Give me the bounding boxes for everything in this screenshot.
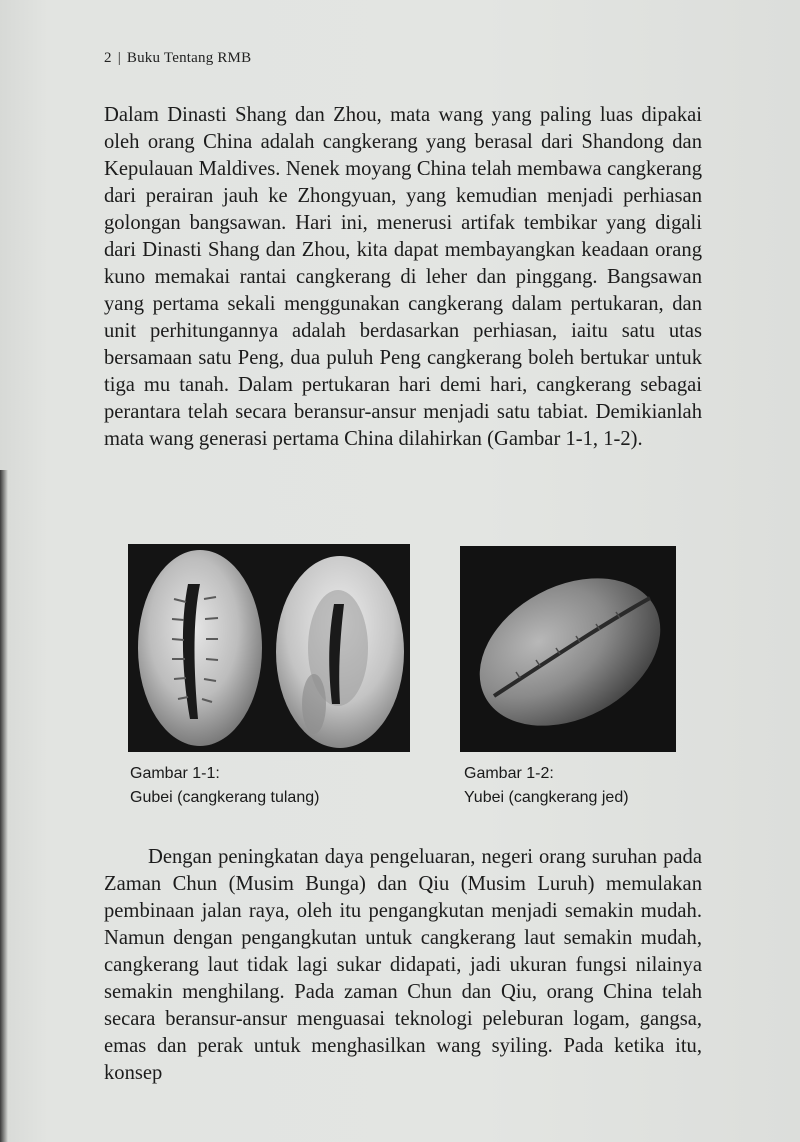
figure-1-2-caption bbox=[464, 762, 629, 810]
paragraph-1: Dalam Dinasti Shang dan Zhou, mata wang yang paling luas dipakai oleh orang China adalah cangkerang yang berasal dari Shandong dan Kepulauan Maldives. Nenek moyang China telah membawa cangkerang dari perairan jauh ke Zhongyuan, yang kemudian menjadi perhiasan golongan bangsawan. Hari ini, menerusi artifak tembikar yang digali dari Dinasti Shang dan Zhou, kita dapat membayangkan keadaan orang kuno memakai rantai cangkerang di leher dan pinggang. Bangsawan yang pertama sekali menggunakan cangkerang dalam pertukaran, dan unit perhitungannya adalah berdasarkan perhiasan, iaitu satu utas bersamaan satu Peng, dua puluh Peng cangkerang boleh bertukar untuk tiga mu tanah. Dalam pertukaran hari demi hari, cangkerang sebagai perantara telah secara beransur-ansur menjadi satu tabiat. Demikianlah mata wang generasi pertama China dilahirkan (Gambar 1-1, 1-2). bbox=[104, 104, 702, 450]
header-separator: | bbox=[117, 50, 121, 66]
figure-1-2 bbox=[460, 546, 676, 752]
figure-1-1 bbox=[128, 544, 410, 752]
caption-text: Yubei (cangkerang jed) bbox=[464, 789, 629, 806]
caption-text: Gubei (cangkerang tulang) bbox=[130, 789, 320, 806]
book-title: Buku Tentang RMB bbox=[126, 50, 252, 66]
jade-cowrie-photo-icon bbox=[460, 546, 676, 752]
figure-1-1-caption bbox=[130, 762, 319, 810]
page-edge-shadow bbox=[0, 470, 8, 1142]
caption-label: Gambar 1-2: bbox=[464, 765, 554, 782]
running-header bbox=[104, 50, 251, 67]
paragraph-2: Dengan peningkatan daya pengeluaran, negeri orang suruhan pada Zaman Chun (Musim Bunga) dan Qiu (Musim Luruh) memulakan pembinaan jalan raya, oleh itu pengangkutan menjadi semakin mudah. Namun dengan pengangkutan untuk cangkerang laut semakin mudah, cangkerang laut tidak lagi sukar didapati, jadi ukuran fungsi nilainya semakin menghilang. Pada zaman Chun dan Qiu, orang China telah secara beransur-ansur menguasai teknologi peleburan logam, gangsa, emas dan perak untuk menghasilkan wang syiling. Pada ketika itu, konsep bbox=[104, 846, 702, 1084]
page-number: 2 bbox=[104, 50, 112, 66]
cowrie-shells-photo-icon bbox=[128, 544, 410, 752]
caption-label: Gambar 1-1: bbox=[130, 765, 220, 782]
